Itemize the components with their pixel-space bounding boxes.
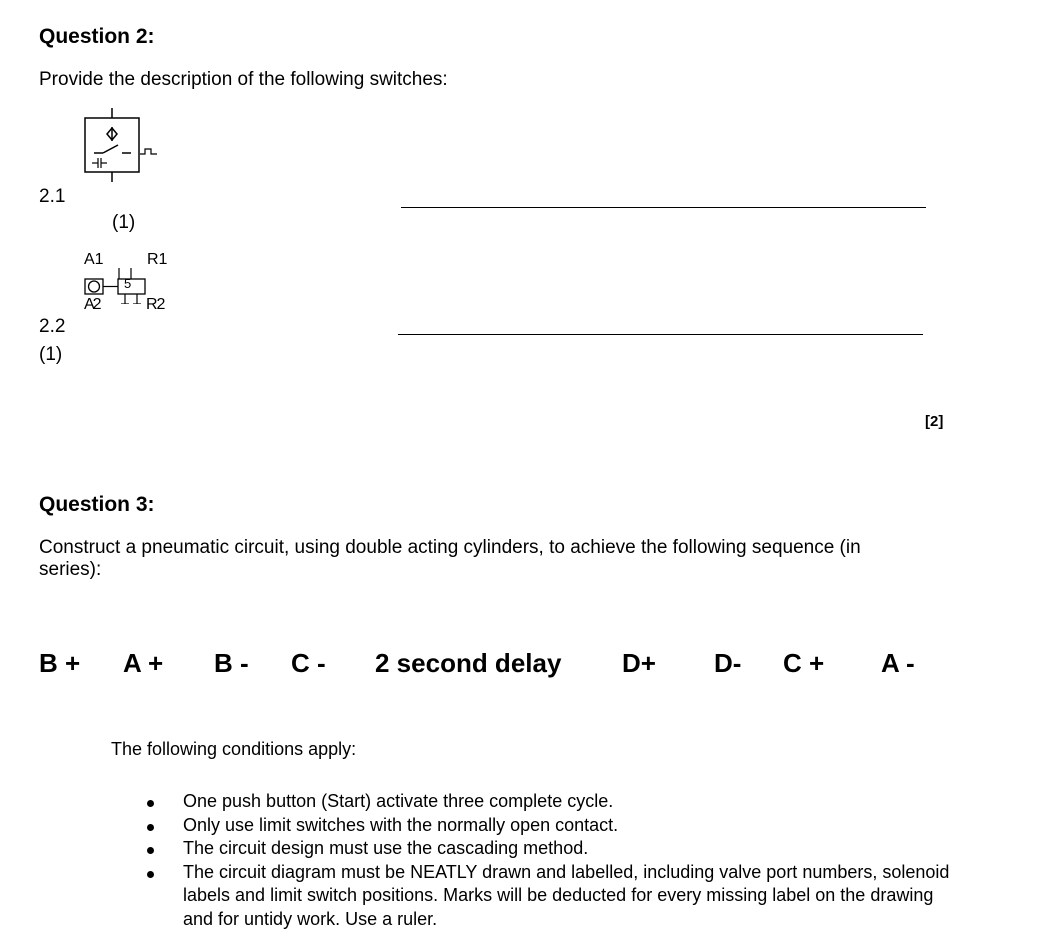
- item-2-2-number: 2.2: [39, 316, 66, 337]
- timer-label-r2: R2: [146, 296, 165, 313]
- condition-item: The circuit design must use the cascading method.: [143, 837, 963, 861]
- sequence-step: A +: [123, 648, 164, 678]
- bullet-icon: [147, 847, 154, 854]
- answer-line-2-1: [401, 207, 926, 208]
- sequence-step: D+: [622, 648, 656, 678]
- question-3-title: Question 3:: [39, 493, 155, 516]
- conditions-intro: The following conditions apply:: [111, 739, 357, 759]
- proximity-switch-symbol-icon: [82, 108, 164, 184]
- timer-label-r1: R1: [147, 251, 168, 268]
- sequence-step: C +: [783, 648, 825, 678]
- bullet-icon: [147, 871, 154, 878]
- sequence-step: D-: [714, 648, 742, 678]
- sequence-step-delay: 2 second delay: [375, 648, 562, 678]
- question-2-instruction: Provide the description of the following switches:: [39, 69, 448, 90]
- timer-label-a2: A2: [84, 296, 100, 313]
- item-2-2-marks: (1): [39, 344, 63, 365]
- question-2-total-marks: [2]: [925, 413, 944, 430]
- question-2-title: Question 2:: [39, 25, 155, 48]
- answer-line-2-2: [398, 334, 923, 335]
- item-2-1-marks: (1): [112, 212, 136, 233]
- condition-item: The circuit diagram must be NEATLY drawn and labelled, including valve port numbers, solenoid labels and limit switch positions. Marks will be deducted for every missing label on the drawing and for untidy work. Use a ruler.: [143, 861, 963, 932]
- bullet-icon: [147, 824, 154, 831]
- timer-value: 5: [124, 276, 132, 291]
- timer-label-a1: A1: [84, 251, 104, 268]
- condition-item: One push button (Start) activate three complete cycle.: [143, 790, 963, 814]
- question-3-instruction-line-2: series):: [39, 559, 102, 580]
- bullet-icon: [147, 800, 154, 807]
- sequence-step: B +: [39, 648, 81, 678]
- conditions-list: [143, 790, 963, 931]
- sequence-step: A -: [881, 648, 915, 678]
- condition-item: Only use limit switches with the normally open contact.: [143, 814, 963, 838]
- question-3-instruction-line-1: Construct a pneumatic circuit, using double acting cylinders, to achieve the following sequence (in: [39, 537, 861, 558]
- sequence-step: B -: [214, 648, 249, 678]
- item-2-1-number: 2.1: [39, 186, 66, 207]
- sequence-step: C -: [291, 648, 326, 678]
